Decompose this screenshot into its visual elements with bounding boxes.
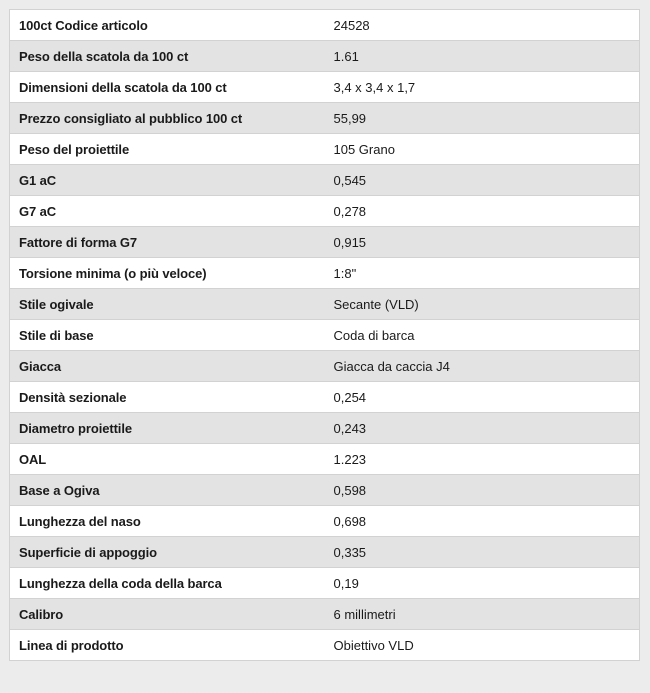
- spec-value: 1.223: [325, 444, 640, 475]
- spec-value: Coda di barca: [325, 320, 640, 351]
- spec-label: G7 aC: [10, 196, 325, 227]
- table-row: [10, 382, 640, 413]
- spec-value: 24528: [325, 10, 640, 41]
- spec-value: 0,278: [325, 196, 640, 227]
- table-row: [10, 506, 640, 537]
- spec-label: Prezzo consigliato al pubblico 100 ct: [10, 103, 325, 134]
- spec-value: Giacca da caccia J4: [325, 351, 640, 382]
- spec-label: Peso della scatola da 100 ct: [10, 41, 325, 72]
- spec-value: 0,545: [325, 165, 640, 196]
- table-row: [10, 289, 640, 320]
- spec-label: Lunghezza del naso: [10, 506, 325, 537]
- table-row: [10, 475, 640, 506]
- spec-value: 1:8": [325, 258, 640, 289]
- spec-value: 0,254: [325, 382, 640, 413]
- spec-label: Base a Ogiva: [10, 475, 325, 506]
- table-row: [10, 537, 640, 568]
- spec-label: Linea di prodotto: [19, 637, 124, 653]
- table-row: [10, 568, 640, 599]
- spec-label: Dimensioni della scatola da 100 ct: [10, 72, 325, 103]
- spec-label: Stile di base: [10, 320, 325, 351]
- spec-label: Fattore di forma G7: [10, 227, 325, 258]
- spec-label: 100ct Codice articolo: [10, 10, 325, 41]
- spec-value: 3,4 x 3,4 x 1,7: [325, 72, 640, 103]
- spec-label: Lunghezza della coda della barca: [10, 568, 325, 599]
- spec-label: Densità sezionale: [10, 382, 325, 413]
- table-row: [10, 10, 640, 41]
- spec-label: G1 aC: [10, 165, 325, 196]
- spec-label: Stile ogivale: [10, 289, 325, 320]
- table-row: [10, 103, 640, 134]
- table-row: [10, 413, 640, 444]
- spec-value: Secante (VLD): [325, 289, 640, 320]
- spec-value: 0,598: [325, 475, 640, 506]
- table-row: [10, 320, 640, 351]
- table-row: [10, 599, 640, 630]
- table-row: [10, 41, 640, 72]
- spec-label: Peso del proiettile: [10, 134, 325, 165]
- spec-label: Superficie di appoggio: [10, 537, 325, 568]
- spec-table: [9, 9, 640, 661]
- spec-value: 105 Grano: [325, 134, 640, 165]
- spec-label: Giacca: [10, 351, 325, 382]
- spec-value: 0,698: [325, 506, 640, 537]
- table-row: [10, 258, 640, 289]
- spec-value: 1.61: [325, 41, 640, 72]
- table-row: [10, 351, 640, 382]
- table-row: [10, 444, 640, 475]
- spec-value: 0,335: [325, 537, 640, 568]
- table-row: [10, 134, 640, 165]
- table-row: [10, 630, 640, 661]
- table-row: [10, 165, 640, 196]
- spec-value: Obiettivo VLD: [333, 637, 414, 653]
- spec-value: 0,19: [325, 568, 640, 599]
- spec-label: OAL: [10, 444, 325, 475]
- spec-value: 0,915: [325, 227, 640, 258]
- spec-label: Diametro proiettile: [10, 413, 325, 444]
- spec-table-body: [10, 10, 640, 661]
- spec-value: 55,99: [325, 103, 640, 134]
- table-row: [10, 196, 640, 227]
- table-row: [10, 227, 640, 258]
- spec-label: Calibro: [10, 599, 325, 630]
- spec-value: 6 millimetri: [325, 599, 640, 630]
- table-row: [10, 72, 640, 103]
- spec-label: Torsione minima (o più veloce): [10, 258, 325, 289]
- spec-value: 0,243: [325, 413, 640, 444]
